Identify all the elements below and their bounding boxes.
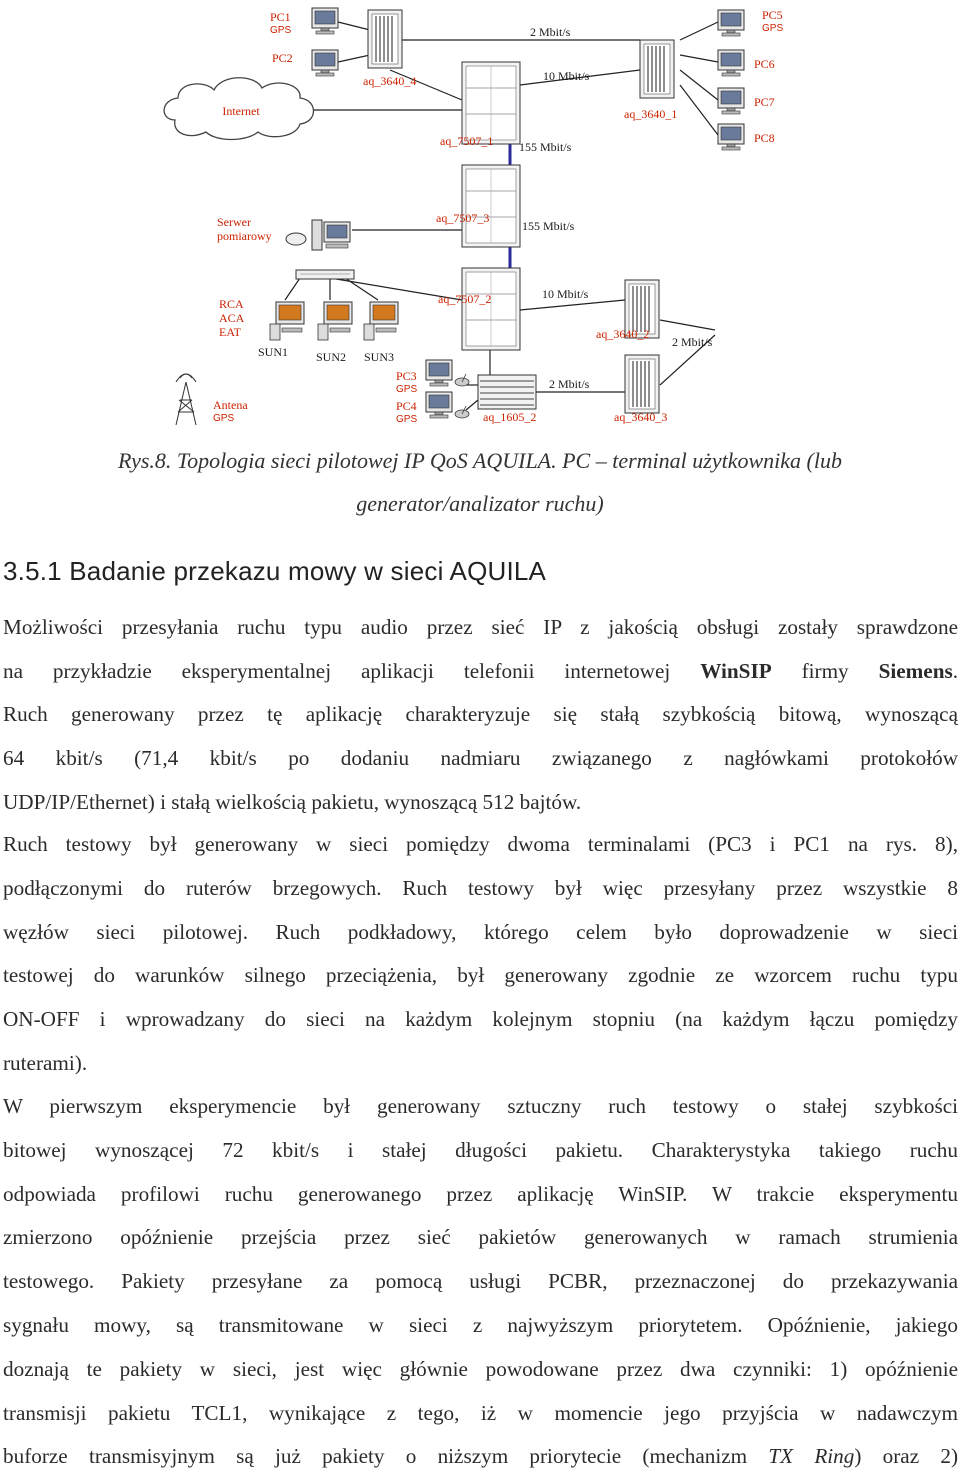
text-line: W pierwszym eksperymencie był generowany sztuczny ruch testowy o stałej szybkości xyxy=(3,1094,958,1118)
network-topology-diagram xyxy=(0,0,960,440)
text-line xyxy=(3,1435,958,1479)
pc7-label: PC7 xyxy=(754,95,775,109)
text-segment: . xyxy=(952,658,959,683)
internet-label: Internet xyxy=(222,104,260,118)
text-line: doznają te pakiety w sieci, jest więc głównie powodowane przez dwa czynniki: 1) opóźnienie xyxy=(3,1356,958,1381)
router-1605-2-icon xyxy=(478,375,536,409)
router-3640-4-label: aq_3640_4 xyxy=(363,74,417,88)
company-name: Siemens xyxy=(878,658,953,683)
link-2mbit-top-label: 2 Mbit/s xyxy=(530,25,571,39)
text-line: odpowiada profilowi ruchu generowanego przez aplikację WinSIP. W trakcie eksperymentu xyxy=(3,1181,958,1206)
antenna-gps-label: GPS xyxy=(213,413,235,424)
sun2-icon xyxy=(318,302,352,340)
text-line: sygnału mowy, są transmitowane w sieci z najwyższym priorytetem. Opóźnienie, jakiego xyxy=(3,1312,958,1337)
text-line: testowego. Pakiety przesyłane za pomocą usługi PCBR, przeznaczonej do przekazywania xyxy=(3,1269,958,1294)
paragraph-3 xyxy=(3,823,958,1086)
pc4-gps-label: GPS xyxy=(396,414,418,425)
link-10mbit-top-label: 10 Mbit/s xyxy=(543,69,590,83)
link-2mbit-right-label: 2 Mbit/s xyxy=(672,335,713,349)
text-line xyxy=(3,650,958,694)
figure-caption-line2: generator/analizator ruchu) xyxy=(356,491,604,516)
text-line: węzłów sieci pilotowej. Ruch podkładowy, którego celem było doprowadzenie w sieci xyxy=(3,919,958,944)
paragraph-2 xyxy=(3,693,958,824)
text-line: Ruch generowany przez tę aplikację charakteryzuje się stałą szybkością bitową, wynoszącą xyxy=(3,702,958,726)
router-3640-3-label: aq_3640_3 xyxy=(614,410,668,424)
pc2-icon xyxy=(312,50,338,76)
link-10mbit-mid-label: 10 Mbit/s xyxy=(542,287,589,301)
router-3640-1-label: aq_3640_1 xyxy=(624,107,678,121)
mechanism-name: TX Ring xyxy=(768,1444,855,1469)
pc6-icon xyxy=(718,50,744,76)
text-line: podłączonymi do ruterów brzegowych. Ruch testowy był więc przesyłany przez wszystkie 8 xyxy=(3,875,958,900)
router-3640-1-icon xyxy=(640,40,674,98)
pc3-icon xyxy=(426,360,469,386)
server-label-line2: pomiarowy xyxy=(217,229,272,243)
text-line: bitowej wynoszącej 72 kbit/s i stałej długości pakietu. Charakterystyka takiego ruchu xyxy=(3,1137,958,1162)
router-3640-3-icon xyxy=(625,355,659,413)
antenna-label: Antena xyxy=(213,398,248,412)
text-segment: na przykładzie eksperymentalnej aplikacji telefonii internetowej xyxy=(3,658,671,683)
pc5-gps-label: GPS xyxy=(762,23,784,34)
pc1-icon xyxy=(312,8,338,34)
server-icon xyxy=(286,220,350,250)
router-3640-4-icon xyxy=(368,10,402,68)
link-155mbit-a-label: 155 Mbit/s xyxy=(519,140,572,154)
pc5-label: PC5 xyxy=(762,8,783,22)
pc3-label: PC3 xyxy=(396,369,417,383)
pc1-gps-label: GPS xyxy=(270,25,292,36)
text-line: UDP/IP/Ethernet) i stałą wielkością pakietu, wynoszącą 512 bajtów. xyxy=(3,789,582,814)
pc8-icon xyxy=(718,124,744,150)
text-segment: ) oraz 2) xyxy=(854,1444,958,1469)
router-7507-2-icon xyxy=(462,268,520,350)
product-name: WinSIP xyxy=(700,658,772,683)
pc7-icon xyxy=(718,88,744,114)
paragraph-4 xyxy=(3,1085,958,1479)
eat-label: EAT xyxy=(219,325,241,339)
rca-label: RCA xyxy=(219,297,244,311)
sun1-icon xyxy=(270,302,304,340)
pc5-icon xyxy=(718,10,744,36)
aca-label: ACA xyxy=(219,311,245,325)
text-segment: firmy xyxy=(801,658,849,683)
link-2mbit-bottom-label: 2 Mbit/s xyxy=(549,377,590,391)
text-segment: buforze transmisyjnym są już pakiety o niższym priorytecie (mechanizm xyxy=(3,1444,748,1469)
router-7507-1-icon xyxy=(462,62,520,144)
figure-caption-line1: Rys.8. Topologia sieci pilotowej IP QoS AQUILA. PC – terminal użytkownika (lub xyxy=(118,448,842,473)
pc1-label: PC1 xyxy=(270,10,291,24)
router-7507-2-label: aq_7507_2 xyxy=(438,292,492,306)
sun3-icon xyxy=(364,302,398,340)
pc3-gps-label: GPS xyxy=(396,384,418,395)
text-line: 64 kbit/s (71,4 kbit/s po dodaniu nadmiaru związanego z nagłówkami protokołów xyxy=(3,745,958,770)
router-1605-2-label: aq_1605_2 xyxy=(483,410,537,424)
pc2-label: PC2 xyxy=(272,51,293,65)
router-7507-3-icon xyxy=(462,165,520,247)
text-line: zmierzono opóźnienie przejścia przez sieć pakietów generowanych w ramach strumienia xyxy=(3,1225,958,1250)
internet-cloud xyxy=(164,78,313,140)
text-line: transmisji pakietu TCL1, wynikające z tego, iż w momencie jego przyjścia w nadawczym xyxy=(3,1400,958,1425)
pc4-icon xyxy=(426,392,469,418)
pc4-label: PC4 xyxy=(396,399,417,413)
pc8-label: PC8 xyxy=(754,131,775,145)
section-heading: 3.5.1 Badanie przekazu mowy w sieci AQUILA xyxy=(3,556,547,586)
router-7507-3-label: aq_7507_3 xyxy=(436,211,490,225)
text-line: Możliwości przesyłania ruchu typu audio przez sieć IP z jakością obsługi zostały sprawdzone xyxy=(3,615,958,639)
server-label-line1: Serwer xyxy=(217,215,251,229)
sun1-label: SUN1 xyxy=(258,345,289,359)
hub-icon xyxy=(296,270,354,279)
sun2-label: SUN2 xyxy=(316,350,347,364)
text-line: testowej do warunków silnego przeciążenia, był generowany zgodnie ze wzorcem ruchu typu xyxy=(3,963,958,988)
text-line: ON-OFF i wprowadzany do sieci na każdym kolejnym stopniu (na każdym łączu pomiędzy xyxy=(3,1007,958,1032)
pc6-label: PC6 xyxy=(754,57,775,71)
link-155mbit-b-label: 155 Mbit/s xyxy=(522,219,575,233)
text-line: ruterami). xyxy=(3,1050,88,1075)
router-7507-1-label: aq_7507_1 xyxy=(440,134,494,148)
antenna-icon xyxy=(176,374,196,425)
router-3640-2-label: aq_3640_2 xyxy=(596,327,650,341)
paragraph-1 xyxy=(3,606,958,694)
text-line: Ruch testowy był generowany w sieci pomiędzy dwoma terminalami (PC3 i PC1 na rys. 8), xyxy=(3,832,958,856)
sun3-label: SUN3 xyxy=(364,350,395,364)
